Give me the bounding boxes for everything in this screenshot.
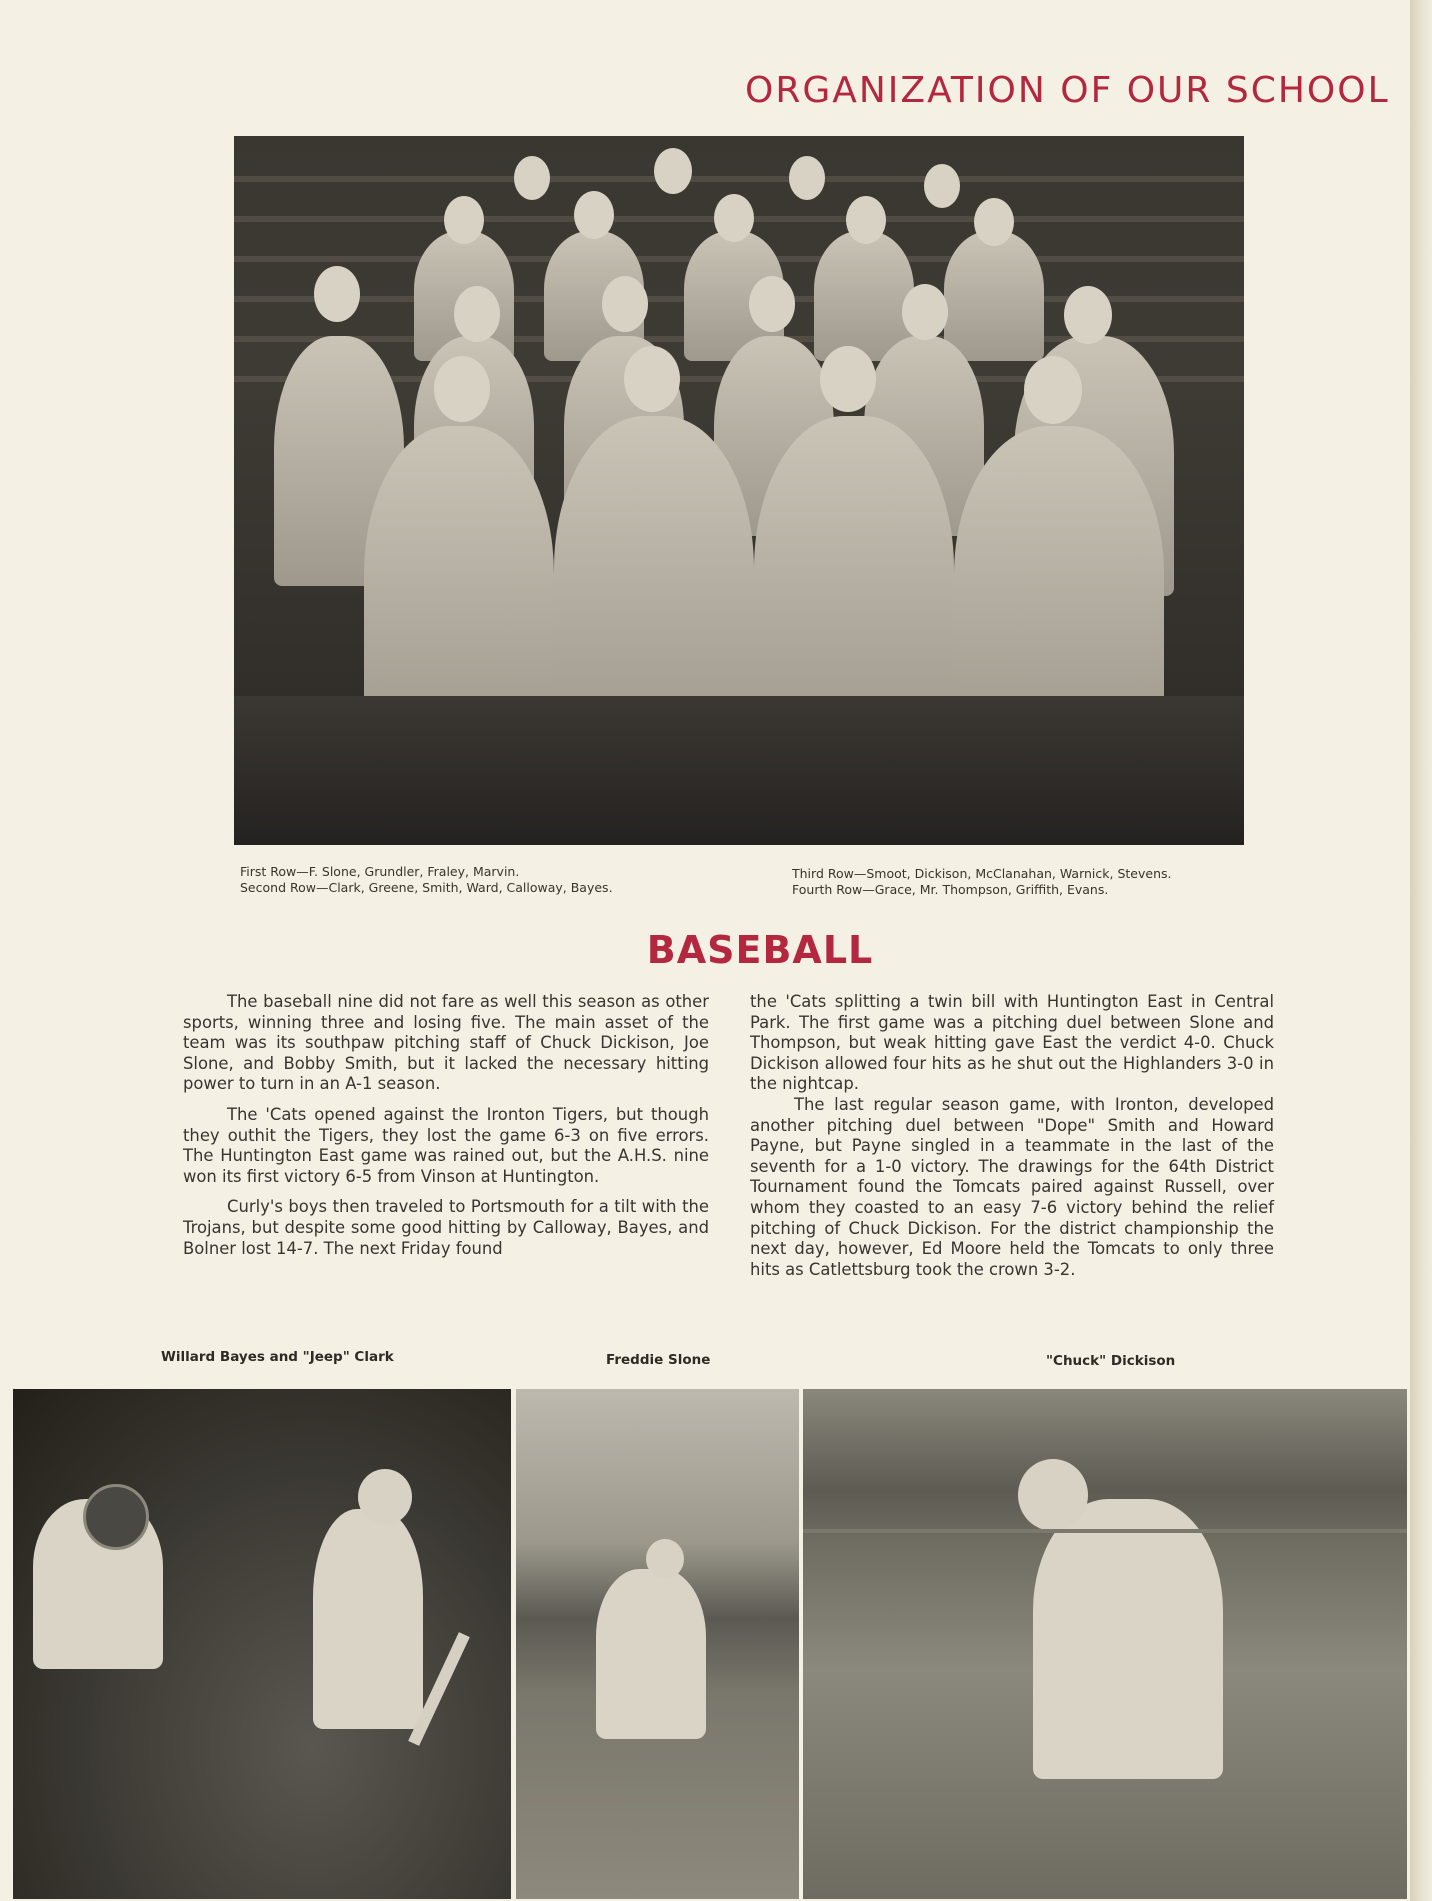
caption-left	[240, 864, 613, 896]
paragraph: The last regular season game, with Ironton, developed another pitching duel between "Dope" Smith and Howard Payne, but Payne singled in a teammate in the last of the seventh for a 1-0 victory. The drawings for the 64th District Tournament found the Tomcats paired against Russell, over whom they coasted to an easy 7-6 victory behind the relief pitching of Chuck Dickison. For the district championship the next day, however, Ed Moore held the Tomcats to only three hits as Catlettsburg took the crown 3-2.	[750, 1094, 1274, 1279]
page-header: ORGANIZATION OF OUR SCHOOL	[745, 70, 1390, 111]
photo-label-slone: Freddie Slone	[606, 1352, 711, 1368]
team-photo	[234, 136, 1244, 845]
paragraph: Curly's boys then traveled to Portsmouth for a tilt with the Trojans, but despite some good hitting by Calloway, Bayes, and Bolner lost 14-7. The next Friday found	[183, 1197, 709, 1258]
photo-bayes-clark	[13, 1389, 511, 1899]
photo-slone	[516, 1389, 799, 1899]
caption-right	[792, 866, 1172, 898]
photo-label-dickison: "Chuck" Dickison	[1046, 1353, 1176, 1369]
article-title: BASEBALL	[646, 928, 874, 972]
photo-dickison	[803, 1389, 1407, 1899]
caption-third-row: Third Row—Smoot, Dickison, McClanahan, Warnick, Stevens.	[792, 866, 1172, 881]
caption-first-row: First Row—F. Slone, Grundler, Fraley, Marvin.	[240, 864, 520, 879]
photo-label-bayes-clark: Willard Bayes and "Jeep" Clark	[161, 1349, 394, 1365]
paragraph: The 'Cats opened against the Ironton Tigers, but though they outhit the Tigers, they lost the game 6-3 on five errors. The Huntington East game was rained out, but the A.H.S. nine won its first victory 6-5 from Vinson at Huntington.	[183, 1104, 709, 1186]
page-edge	[1410, 0, 1432, 1901]
paragraph: the 'Cats splitting a twin bill with Huntington East in Central Park. The first game was a pitching duel between Slone and Thompson, but weak hitting gave East the verdict 4-0. Chuck Dickison allowed four hits as he shut out the Highlanders 3-0 in the nightcap.	[750, 992, 1274, 1094]
caption-second-row: Second Row—Clark, Greene, Smith, Ward, Calloway, Bayes.	[240, 880, 613, 895]
article-left-column	[183, 992, 709, 1259]
paragraph: The baseball nine did not fare as well this season as other sports, winning three and losing five. The main asset of the team was its southpaw pitching staff of Chuck Dickison, Joe Slone, and Bobby Smith, but it lacked the necessary hitting power to turn in an A-1 season.	[183, 992, 709, 1094]
article-right-column	[750, 992, 1274, 1280]
caption-fourth-row: Fourth Row—Grace, Mr. Thompson, Griffith, Evans.	[792, 882, 1109, 897]
